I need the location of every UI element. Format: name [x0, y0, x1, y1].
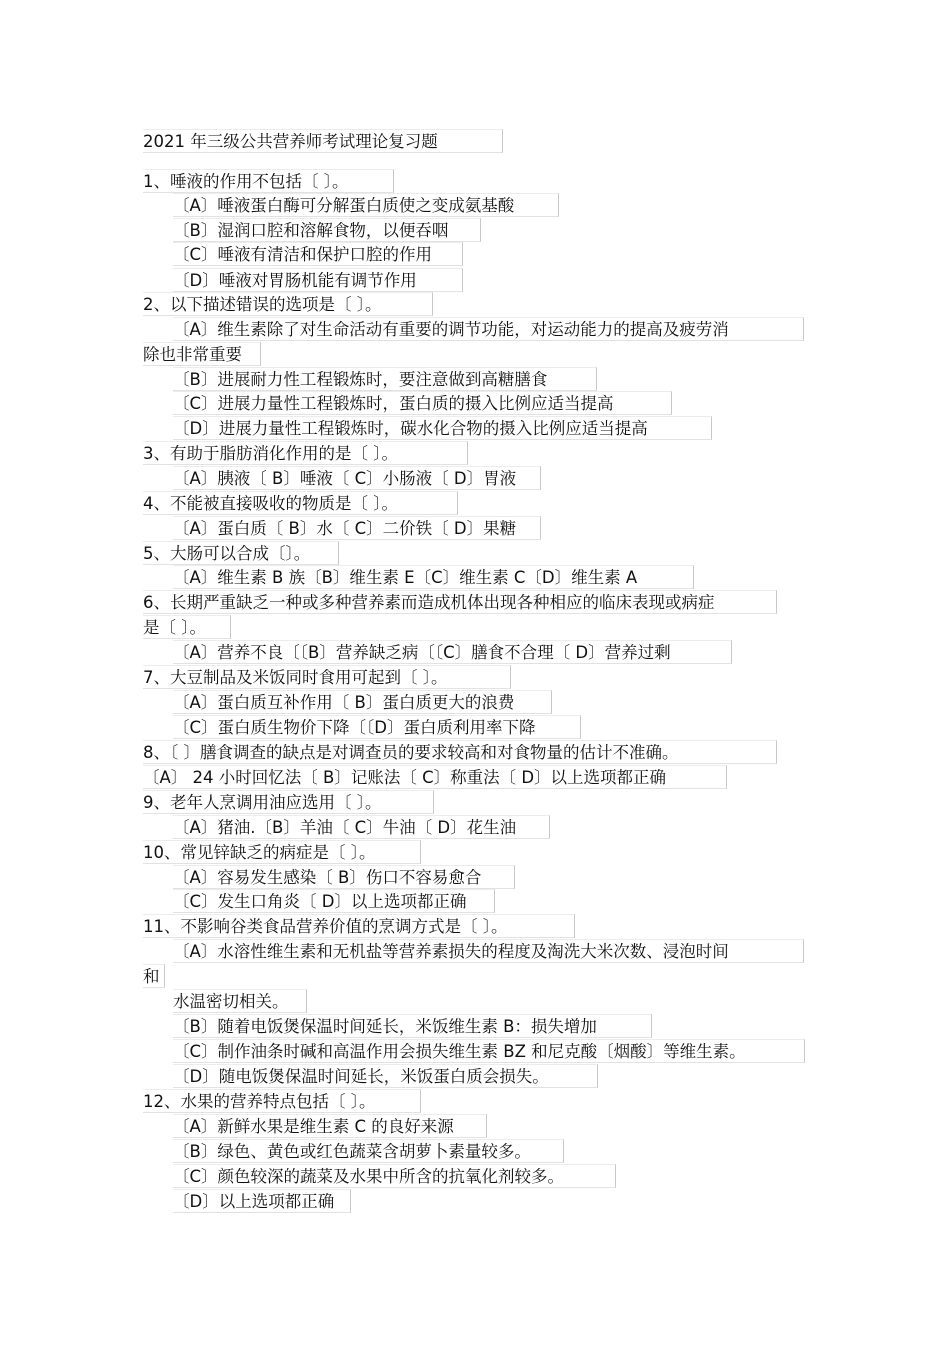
option-11b: 〔B〕随着电饭煲保温时间延长，米饭维生素 B：损失增加	[173, 1014, 652, 1038]
options-4: 〔A〕蛋白质〔 B〕水〔 C〕二价铁〔 D〕果糖	[173, 516, 541, 540]
options-7cd: 〔C〕蛋白质生物价下降〔〔D〕蛋白质利用率下降	[173, 715, 581, 739]
question-5: 5、大肠可以合成〔〕。	[143, 541, 339, 565]
question-9: 9、老年人烹调用油应选用〔 〕。	[143, 790, 434, 814]
option-2d: 〔D〕进展力量性工程锻炼时，碳水化合物的摄入比例应适当提高	[173, 416, 712, 440]
question-8: 8、〔 〕膳食调查的缺点是对调查员的要求较高和对食物量的估计不准确。	[143, 740, 777, 764]
option-12b: 〔B〕绿色、黄色或红色蔬菜含胡萝卜素量较多。	[173, 1139, 564, 1163]
option-1c: 〔C〕唾液有清洁和保护口腔的作用	[173, 242, 463, 266]
option-2c: 〔C〕进展力量性工程锻炼时，蛋白质的摄入比例应适当提高	[173, 391, 672, 415]
options-7ab: 〔A〕蛋白质互补作用〔 B〕蛋白质更大的浪费	[173, 690, 552, 714]
option-11d: 〔D〕随电饭煲保温时间延长，米饭蛋白质会损失。	[173, 1064, 598, 1088]
option-11a-continued-2: 水温密切相关。	[173, 989, 307, 1013]
option-11c: 〔C〕制作油条时碱和高温作用会损失维生素 BZ 和尼克酸〔烟酸〕等维生素。	[173, 1039, 805, 1063]
option-1a: 〔A〕唾液蛋白酶可分解蛋白质使之变成氨基酸	[173, 193, 559, 217]
option-11a: 〔A〕水溶性维生素和无机盐等营养素损失的程度及淘洗大米次数、浸泡时间	[173, 939, 804, 963]
question-1: 1、唾液的作用不包括〔 〕。	[143, 169, 394, 193]
option-12a: 〔A〕新鲜水果是维生素 C 的良好来源	[173, 1114, 487, 1138]
option-12d: 〔D〕以上选项都正确	[173, 1189, 351, 1213]
options-10cd: 〔C〕发生口角炎〔 D〕以上选项都正确	[173, 889, 495, 913]
question-11: 11、不影响谷类食品营养价值的烹调方式是〔 〕。	[143, 914, 575, 938]
question-10: 10、常见锌缺乏的病症是〔 〕。	[143, 840, 421, 864]
page-title: 2021 年三级公共营养师考试理论复习题	[143, 129, 503, 153]
options-8: 〔A〕 24 小时回忆法〔 B〕记账法〔 C〕称重法〔 D〕以上选项都正确	[143, 765, 727, 789]
options-10ab: 〔A〕容易发生感染〔 B〕伤口不容易愈合	[173, 865, 515, 889]
question-7: 7、大豆制品及米饭同时食用可起到〔 〕。	[143, 665, 511, 689]
question-12: 12、水果的营养特点包括〔 〕。	[143, 1089, 421, 1113]
question-6: 6、长期严重缺乏一种或多种营养素而造成机体出现各种相应的临床表现或病症	[143, 590, 777, 614]
option-1b: 〔B〕湿润口腔和溶解食物，以便吞咽	[173, 218, 481, 242]
option-11a-continued: 和	[143, 964, 165, 988]
question-4: 4、不能被直接吸收的物质是〔 〕。	[143, 491, 458, 515]
options-3: 〔A〕胰液〔 B〕唾液〔 C〕小肠液〔 D〕胃液	[173, 466, 541, 490]
option-2b: 〔B〕进展耐力性工程锻炼时，要注意做到高糖膳食	[173, 367, 597, 391]
option-2a-continued: 除也非常重要	[143, 342, 261, 366]
question-6-continued: 是〔 〕。	[143, 615, 231, 639]
options-6: 〔A〕营养不良〔〔B〕营养缺乏病〔〔C〕膳食不合理〔 D〕营养过剩	[173, 640, 732, 664]
options-5: 〔A〕维生素 B 族〔B〕维生素 E〔C〕维生素 C〔D〕维生素 A	[173, 565, 694, 589]
question-2: 2、以下描述错误的选项是〔 〕。	[143, 292, 433, 316]
options-9: 〔A〕猪油.〔B〕羊油〔 C〕牛油〔 D〕花生油	[173, 815, 550, 839]
option-2a: 〔A〕维生素除了对生命活动有重要的调节功能，对运动能力的提高及疲劳消	[173, 317, 804, 341]
option-1d: 〔D〕唾液对胃肠机能有调节作用	[173, 268, 463, 292]
option-12c: 〔C〕颜色较深的蔬菜及水果中所含的抗氧化剂较多。	[173, 1164, 616, 1188]
question-3: 3、有助于脂肪消化作用的是〔 〕。	[143, 441, 468, 465]
